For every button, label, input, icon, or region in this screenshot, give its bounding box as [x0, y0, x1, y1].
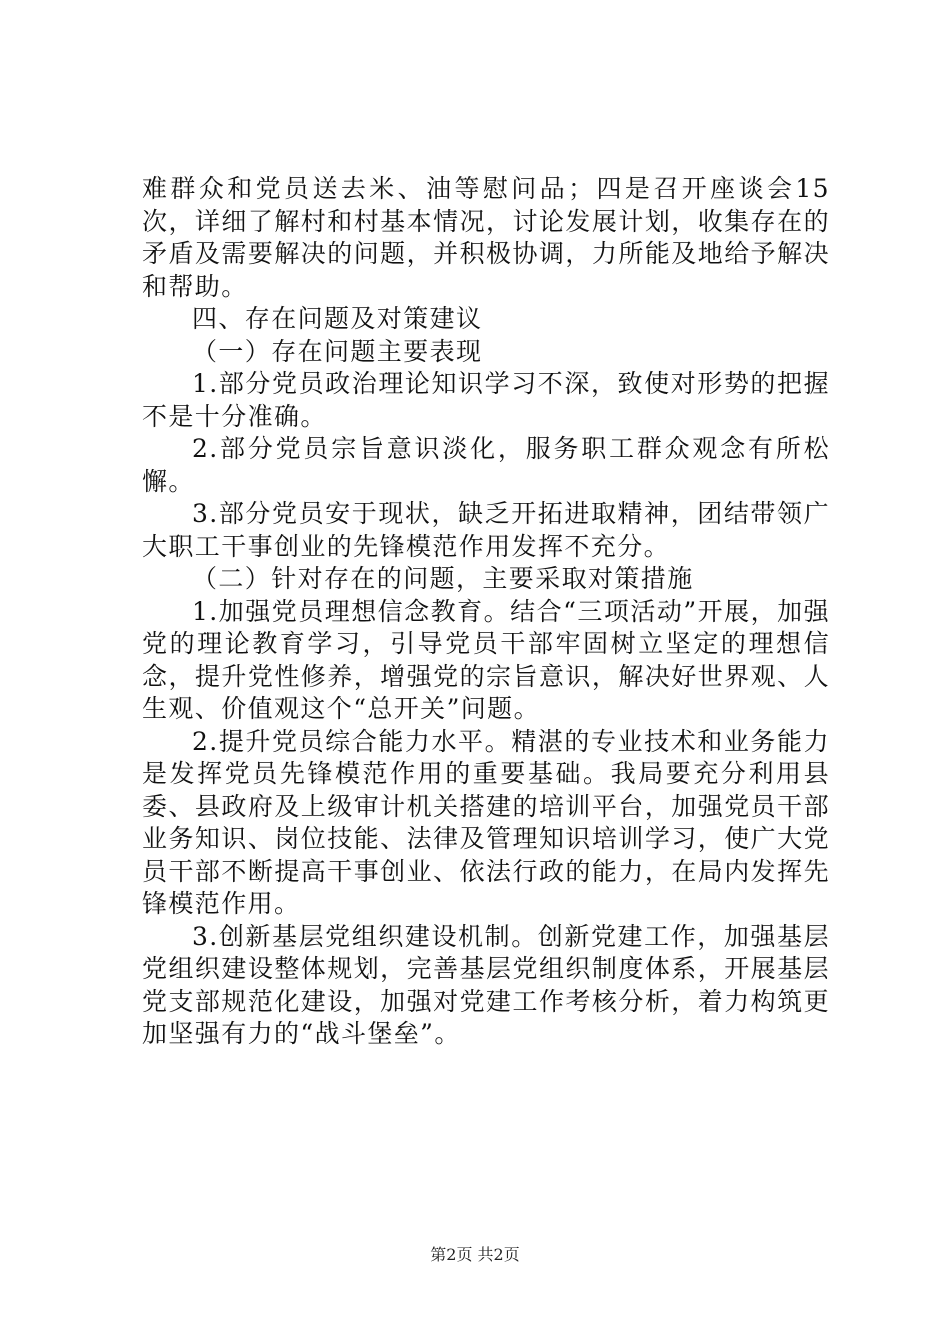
problem-item-3: 3.部分党员安于现状，缺乏开拓进取精神，团结带领广大职工干事创业的先锋模范作用发挥不充分。: [142, 499, 830, 561]
page-footer: [0, 1245, 950, 1265]
measure-item-3: 3.创新基层党组织建设机制。创新党建工作，加强基层党组织建设整体规划，完善基层党组织制度体系，开展基层党支部规范化建设，加强对党建工作考核分析，着力构筑更加坚强有力的“战斗堡垒”。: [142, 921, 830, 1048]
measure-item-2: 2.提升党员综合能力水平。精湛的专业技术和业务能力是发挥党员先锋模范作用的重要基础。我局要充分利用县委、县政府及上级审计机关搭建的培训平台，加强党员干部业务知识、岗位技能、法律及管理知识培训学习，使广大党员干部不断提高干事创业、依法行政的能力，在局内发挥先锋模范作用。: [142, 726, 830, 918]
measure-item-1: 1.加强党员理想信念教育。结合“三项活动”开展，加强党的理论教育学习，引导党员干部牢固树立坚定的理想信念，提升党性修养，增强党的宗旨意识，解决好世界观、人生观、价值观这个“总开关”问题。: [142, 596, 830, 723]
document-body: [142, 173, 830, 1051]
section-heading-problems-and-measures: 四、存在问题及对策建议: [192, 304, 483, 333]
problem-item-2: 2.部分党员宗旨意识淡化，服务职工群众观念有所松懈。: [142, 434, 830, 496]
subheading-measures: （二）针对存在的问题，主要采取对策措施: [192, 564, 694, 593]
problem-item-1: 1.部分党员政治理论知识学习不深，致使对形势的把握不是十分准确。: [142, 369, 830, 431]
page-number-label: 第2页 共2页: [430, 1245, 520, 1264]
paragraph-continuation: 难群众和党员送去米、油等慰问品；四是召开座谈会15次，详细了解村和村基本情况，讨论发展计划，收集存在的矛盾及需要解决的问题，并积极协调，力所能及地给予解决和帮助。: [142, 174, 830, 301]
subheading-problems: （一）存在问题主要表现: [192, 336, 483, 366]
